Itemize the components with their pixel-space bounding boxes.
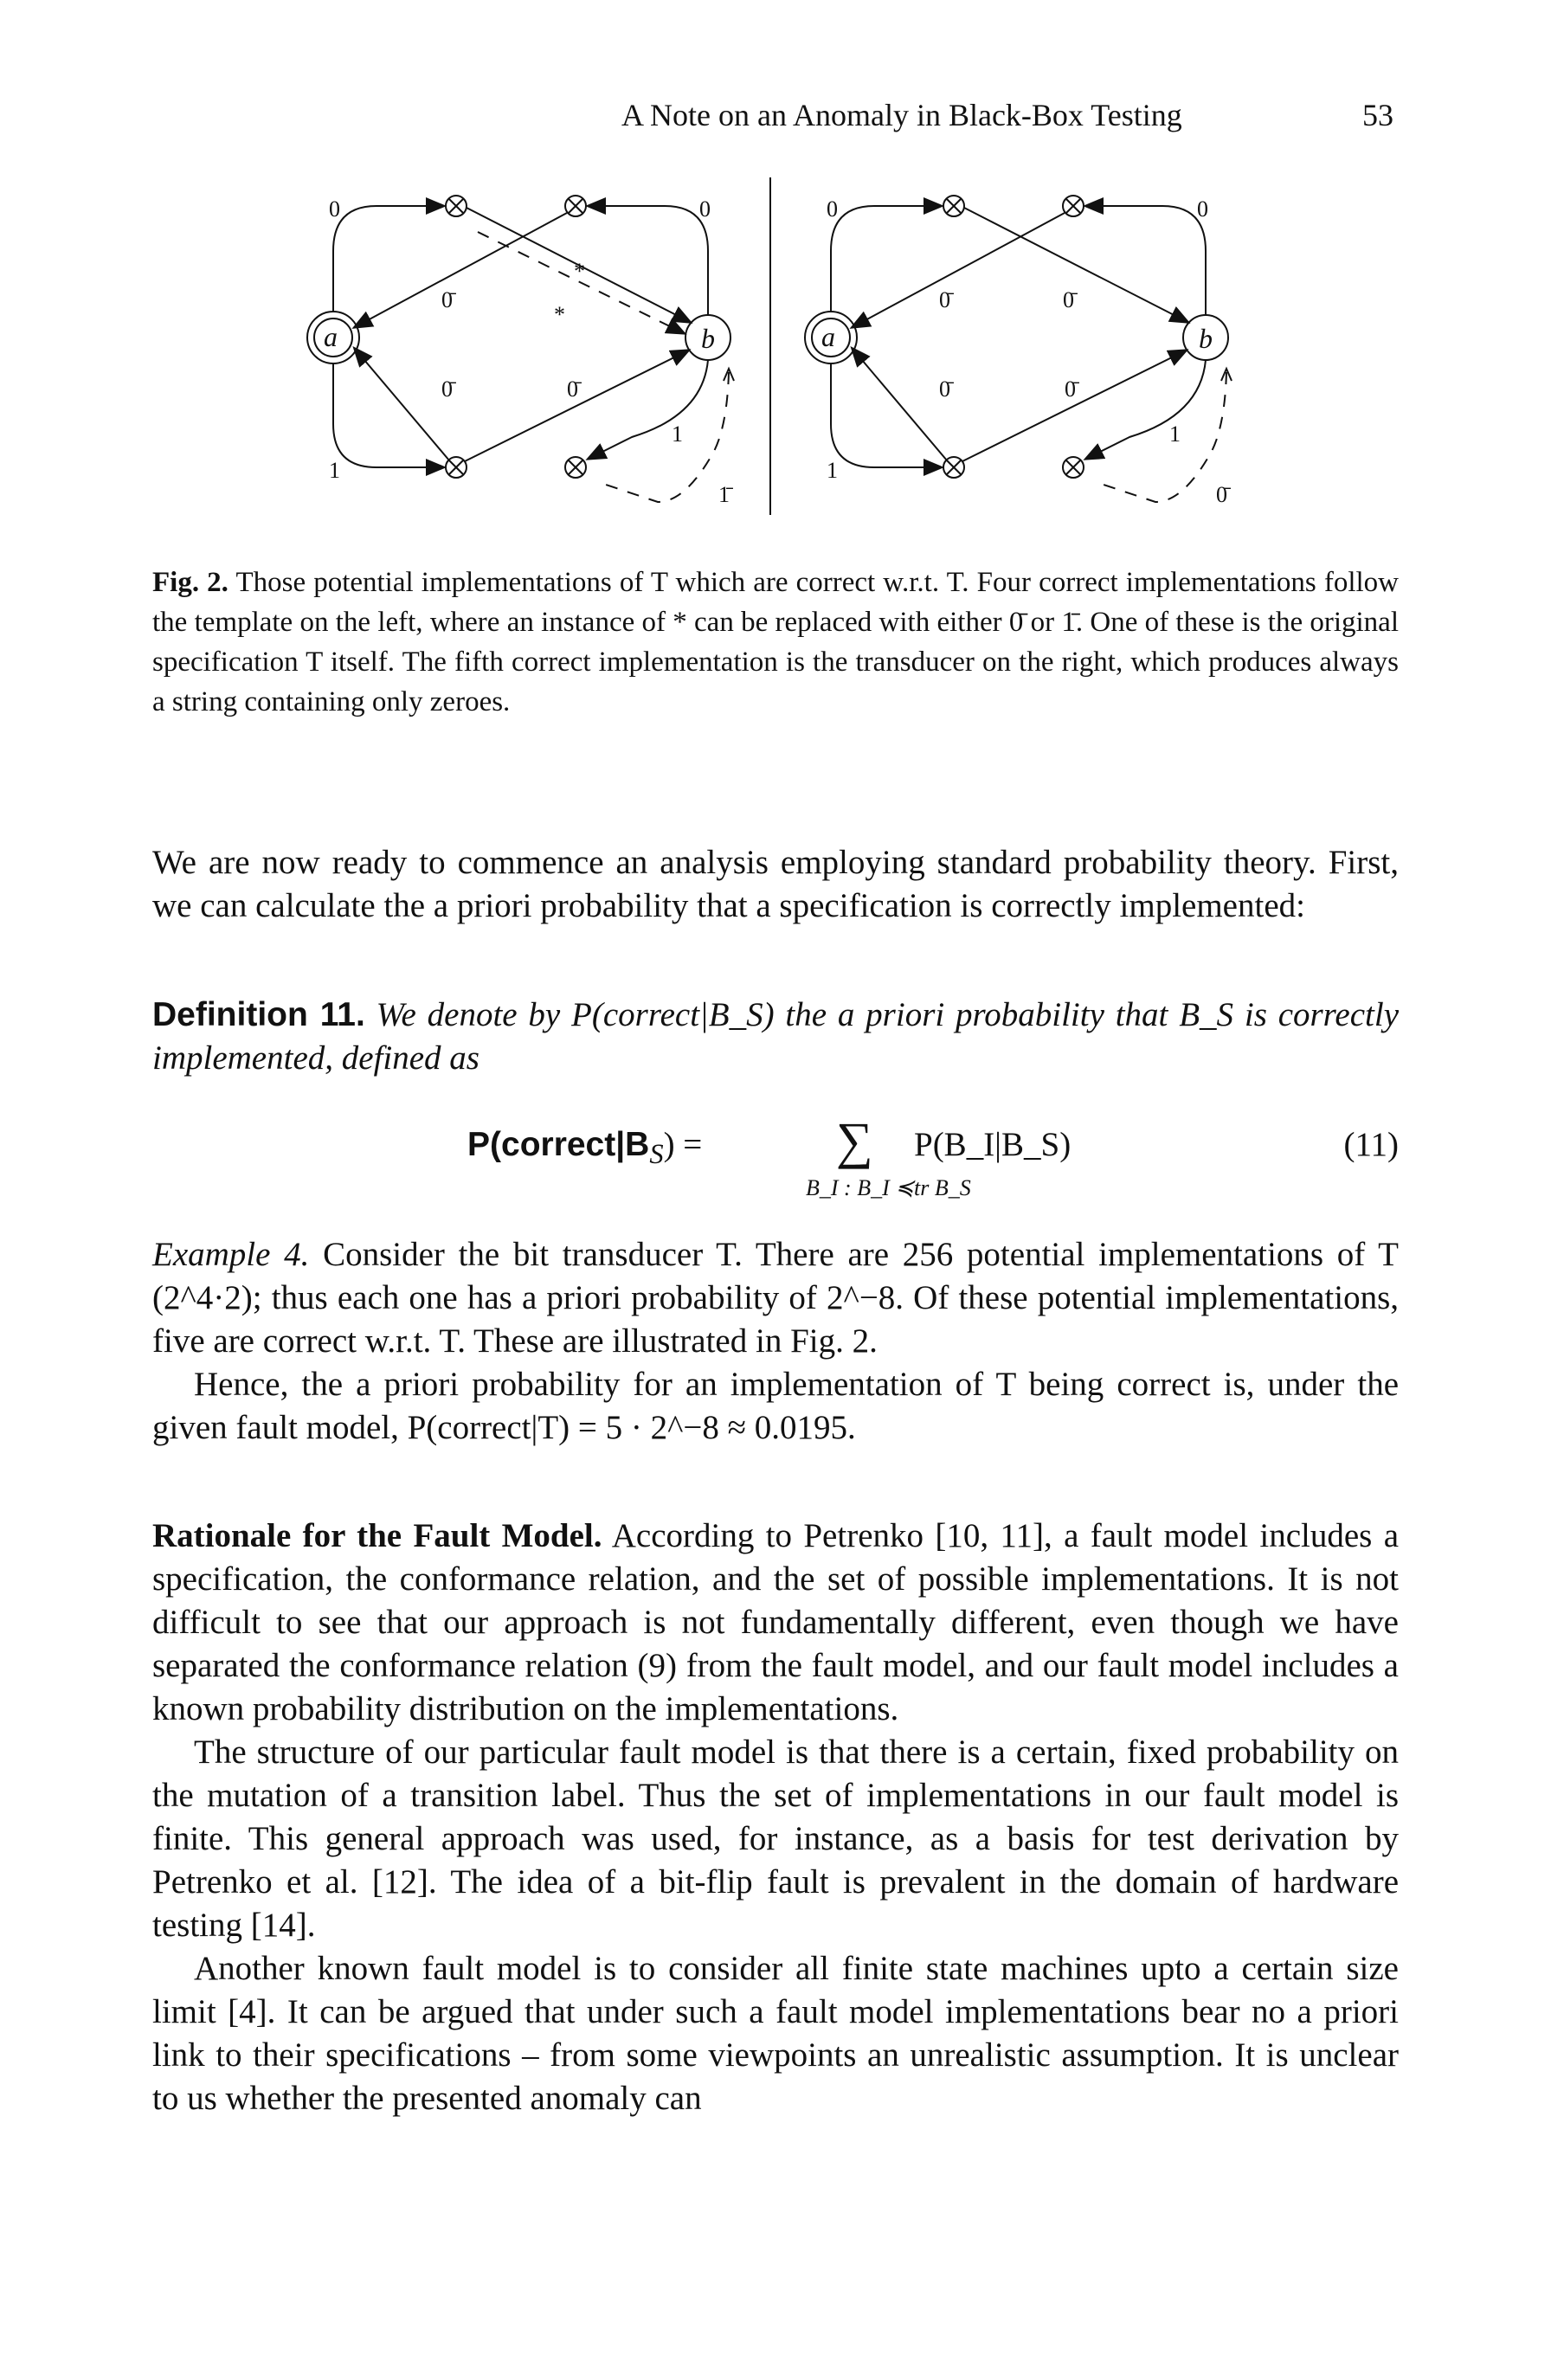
running-header: A Note on an Anomaly in Black-Box Testing — [621, 98, 1182, 132]
state-a-label-right: a — [821, 321, 835, 352]
edge-label-top-left: 0 — [329, 196, 340, 222]
rationale-p1: According to Petrenko [10, 11], a fault model includes a specification, the conformance relation, and the set of possible implementations. It is not difficult to see that our approach is not fundamentally different, even though we have separated the conformance relation (9) from the fault model, and our fault model includes a known probability distribution on the implementations. — [152, 1517, 1399, 1727]
figure-2 — [0, 0, 1551, 537]
example-text-2: Hence, the a priori probability for an implementation of T being correct is, under the given fault model, P(correct|T) = 5 · 2^−8 ≈ 0.0195. — [152, 1366, 1399, 1446]
equation-lhs-text: P(correct|B — [467, 1126, 650, 1163]
edge-label-star-2: * — [554, 302, 565, 327]
equation-11 — [152, 1112, 1399, 1212]
edge-cross-3 — [355, 349, 449, 460]
edge-label-bar0-3: 0̄ — [567, 376, 578, 402]
state-b-label-right: b — [1199, 323, 1213, 354]
definition-text: We denote by P(correct|B_S) the a priori probability that B_S is correctly implemented, defined as — [152, 996, 1400, 1077]
intro-text: We are now ready to commence an analysis employing standard probability theory. First, we can calculate the a priori probability that a specification is correctly implemented: — [152, 844, 1399, 924]
edge-label-bar0-dashed-right: 0̄ — [1216, 482, 1227, 507]
figure-caption — [152, 563, 1399, 722]
equation-number: (11) — [1343, 1126, 1399, 1163]
right-labels — [821, 196, 1231, 507]
rationale-heading: Rationale for the Fault Model. — [152, 1517, 602, 1554]
summation-subscript: B_I : B_I ≼tr B_S — [806, 1175, 971, 1200]
edge-label-bar0-2-right: 0̄ — [1063, 287, 1074, 312]
crossed-node-bottom-right — [565, 457, 586, 478]
edge-label-bottom-left-right: 1 — [827, 458, 838, 483]
edge-label-bar1: 1̄ — [718, 482, 730, 507]
crossed-node-bottom-right-right — [1063, 457, 1084, 478]
edge-label-top-left-right: 0 — [827, 196, 838, 222]
edge-b-bottom — [589, 360, 708, 459]
edge-label-top-right-right: 0 — [1197, 196, 1208, 222]
left-labels — [324, 196, 733, 507]
caption-label: Fig. 2. — [152, 567, 228, 598]
edge-label-top-right: 0 — [699, 196, 711, 222]
equation-lhs-end: ) = — [663, 1126, 703, 1163]
edge-label-star-1: * — [574, 259, 585, 284]
edge-b-top — [589, 206, 708, 315]
rationale-p3: Another known fault model is to consider all finite state machines upto a certain size limit [4]. It can be argued that under such a fault model implementations bear no a priori link to their specifications – from some viewpoints an unrealistic assumption. It is unclear to us whether the presented anomaly can — [152, 1950, 1399, 2117]
edge-label-bar0-1: 0̄ — [441, 287, 453, 312]
edge-label-bar0-4-right: 0̄ — [1065, 376, 1076, 402]
crossed-node-top-left — [446, 196, 467, 216]
summation-sign: ∑ — [836, 1112, 873, 1169]
example-4 — [152, 1233, 1399, 1450]
edge-dashed-loop — [606, 372, 729, 502]
edge-label-1-right: 1 — [1169, 421, 1181, 447]
figure-2-diagram — [0, 0, 1551, 537]
state-a-label: a — [324, 321, 338, 352]
edge-label-1: 1 — [672, 421, 683, 447]
edge-cross-4 — [465, 351, 688, 461]
page-number: 53 — [1362, 98, 1393, 132]
left-transducer — [307, 196, 734, 502]
edge-a-top — [333, 206, 443, 312]
example-text-1: Consider the bit transducer T. There are 256 potential implementations of T (2^4·2); thus each one has a priori probability of 2^−8. Of these potential implementations, five are correct w.r.t. T. These are illustrated in Fig. 2. — [152, 1236, 1400, 1360]
equation-lhs-sub: S — [649, 1138, 664, 1170]
state-b-label: b — [701, 323, 715, 354]
edge-cross-2 — [355, 213, 567, 327]
equation-lhs — [467, 1125, 702, 1171]
equation-rhs: P(B_I|B_S) — [914, 1126, 1072, 1163]
right-transducer — [805, 196, 1232, 502]
example-label: Example 4. — [152, 1236, 310, 1273]
caption-text: Those potential implementations of T which are correct w.r.t. T. Four correct implementations follow the template on the left, where an instance of * can be replaced with either 0̄ or 1̄. One of these is the original specification T itself. The fifth correct implementation is the transducer on the right, which produces always a string containing only zeroes. — [152, 567, 1400, 717]
edge-label-bar0-3-right: 0̄ — [939, 376, 950, 402]
edge-label-bar0-1-right: 0̄ — [939, 287, 950, 312]
definition-label: Definition 11. — [152, 996, 365, 1033]
crossed-node-top-right — [565, 196, 586, 216]
crossed-node-top-right-right — [1063, 196, 1084, 216]
definition-11 — [152, 994, 1399, 1080]
crossed-node-top-left-right — [943, 196, 964, 216]
intro-paragraph — [152, 841, 1399, 928]
edge-label-bar0-2: 0̄ — [441, 376, 453, 402]
rationale-section — [152, 1515, 1399, 2120]
edge-label-bottom-left: 1 — [329, 458, 340, 483]
rationale-p2: The structure of our particular fault model is that there is a certain, fixed probability on the mutation of a transition label. Thus the set of implementations in our fault model is finite. This general approach was used, for instance, as a basis for test derivation by Petrenko et al. [12]. The idea of a bit-flip fault is prevalent in the domain of hardware testing [14]. — [152, 1734, 1399, 1944]
edge-a-bottom — [333, 363, 443, 467]
